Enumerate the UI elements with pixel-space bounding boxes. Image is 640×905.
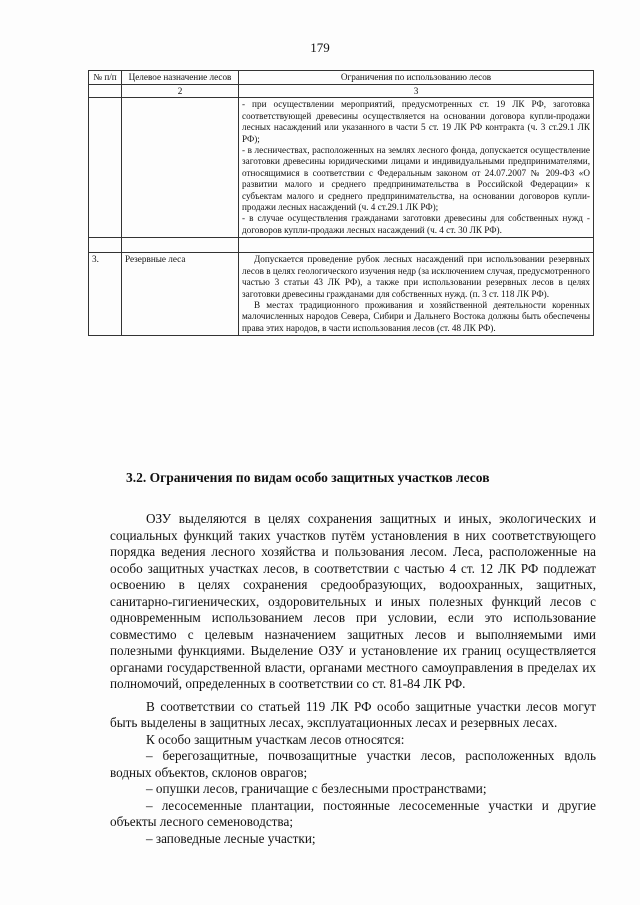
index-cell-purpose: 2 — [122, 85, 239, 98]
section-title: 3.2. Ограничения по видам особо защитных участков лесов — [126, 470, 490, 485]
row-num: 3. — [89, 253, 122, 336]
header-purpose: Целевое назначение лесов — [122, 71, 239, 85]
list-item: – опушки лесов, граничащие с безлесными пространствами; — [146, 781, 487, 796]
body-paragraph: В соответствии со статьей 119 ЛК РФ особо защитные участки лесов могут быть выделены в защитных лесах, эксплуатационных лесах и резервных лесах. — [110, 698, 596, 730]
row-restrictions — [239, 253, 594, 336]
header-restrictions: Ограничения по использованию лесов — [239, 71, 594, 85]
table-row — [89, 98, 594, 238]
body-paragraph: К особо защитным участкам лесов относятся: — [146, 731, 405, 747]
list-item: – берегозащитные, почвозащитные участки лесов, расположенных вдоль водных объектов, склонов оврагов; — [110, 748, 596, 780]
row-purpose — [122, 98, 239, 238]
restriction-paragraph: Допускается проведение рубок лесных насаждений при использовании резервных лесов в целях геологического изучения недр (за исключением случая, предусмотренного частью 3 статьи 43 ЛК РФ), а также при использовании резервных лесов в целях заготовки древесины гражданами для собственных нужд. (п. 3 ст. 118 ЛК РФ). — [242, 254, 590, 299]
row-restrictions — [239, 98, 594, 238]
row-num — [89, 98, 122, 238]
restriction-paragraph: - в лесничествах, расположенных на землях лесного фонда, допускается осуществление заготовки древесины юридическими лицами и индивидуальными предпринимателями, относящимися в соответствии с Федеральным законом от 24.07.2007 № 209-ФЗ «О развитии малого и среднего предпринимательства в Российской Федерации» к субъектам малого и среднего предпринимательства, на основании договоров купли-продажи лесных насаждений (ч. 4 ст.29.1 ЛК РФ); — [242, 145, 590, 213]
table-row — [89, 253, 594, 336]
table-header-row — [89, 71, 594, 85]
body-paragraph: ОЗУ выделяются в целях сохранения защитных и иных, экологических и социальных функций таких участков путём установления в них соответствующего порядка ведения лесного хозяйства и пользования лесом. Леса, расположенные на особо защитных участках лесов, в соответствии с частью 4 ст. 12 ЛК РФ подлежат освоению в целях сохранения средообразующих, водоохранных, защитных, санитарно-гигиенических, оздоровительных и иных полезных функций лесов с одновременным использованием лесов при условии, если это использование совместимо с целевым назначением защитных лесов и выполняемыми ими полезными функциями. Выделение ОЗУ и установление их границ осуществляется органами государственной власти, органами местного самоуправления в пределах их полномочий, определенных в соответствии со ст. 81-84 ЛК РФ. — [110, 511, 596, 691]
index-cell-num — [89, 85, 122, 98]
table-index-row — [89, 85, 594, 98]
restriction-paragraph: В местах традиционного проживания и хозяйственной деятельности коренных малочисленных народов Севера, Сибири и Дальнего Востока должны быть обеспечены права этих народов, в части использования лесов (ст. 48 ЛК РФ). — [242, 299, 590, 333]
header-num: № п/п — [89, 71, 122, 85]
section-body — [110, 511, 596, 847]
table-spacer-row — [89, 238, 594, 253]
restriction-paragraph: - в случае осуществления гражданами заготовки древесины для собственных нужд - договоров купли-продажи лесных насаждений (ч. 4 ст. 30 ЛК РФ). — [242, 213, 590, 235]
list-item: – лесосеменные плантации, постоянные лесосеменные участки и другие объекты лесного семеноводства; — [110, 797, 596, 829]
list-item: – заповедные лесные участки; — [146, 830, 316, 846]
index-cell-restrictions: 3 — [239, 85, 594, 98]
row-purpose: Резервные леса — [122, 253, 239, 336]
restriction-paragraph: - при осуществлении мероприятий, предусмотренных ст. 19 ЛК РФ, заготовка соответствующей древесины осуществляется на основании договора купли-продажи лесных насаждений или указанного в части 5 ст. 19 ЛК РФ контракта (ч. 3 ст.29.1 ЛК РФ); — [242, 99, 590, 144]
page-number: 179 — [310, 40, 330, 55]
forest-restrictions-table — [88, 70, 594, 336]
